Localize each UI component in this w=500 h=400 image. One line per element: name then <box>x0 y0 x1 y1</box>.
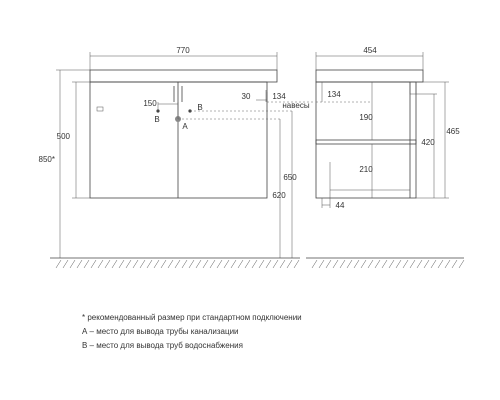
floor-hatch-mark <box>182 260 187 268</box>
side-shelf <box>316 140 416 144</box>
floor-hatch-mark <box>431 260 436 268</box>
floor-left <box>50 258 300 268</box>
floor-hatch-mark <box>333 260 338 268</box>
dim-44: 44 <box>335 201 345 210</box>
dim-465: 465 <box>446 127 460 136</box>
floor-hatch-mark <box>210 260 215 268</box>
floor-hatch-mark <box>105 260 110 268</box>
floor-hatch-mark <box>147 260 152 268</box>
floor-hatch-mark <box>77 260 82 268</box>
label-b-top: B <box>197 103 203 112</box>
floor-hatch-mark <box>238 260 243 268</box>
floor-hatch-mark <box>452 260 457 268</box>
front-view <box>39 46 313 258</box>
floor-hatch-mark <box>403 260 408 268</box>
floor-hatch-mark <box>287 260 292 268</box>
floor-hatch-mark <box>459 260 464 268</box>
side-view <box>316 46 460 210</box>
floor-right <box>306 258 464 268</box>
dim-side-134: 134 <box>327 90 341 99</box>
floor-hatch-mark <box>112 260 117 268</box>
floor-hatch-mark <box>154 260 159 268</box>
dim-front-width: 770 <box>176 46 190 55</box>
floor-hatch-mark <box>252 260 257 268</box>
front-marker-left <box>97 107 103 111</box>
floor-hatch-mark <box>63 260 68 268</box>
floor-hatch-mark <box>389 260 394 268</box>
dim-side-depth: 454 <box>363 46 377 55</box>
dim-front-height-total: 850* <box>38 155 55 164</box>
floor-hatch-mark <box>203 260 208 268</box>
floor-hatch-mark <box>266 260 271 268</box>
note-pipe-a: А – место для вывода трубы канализации <box>82 327 239 336</box>
front-cabinet-body <box>90 82 267 198</box>
floor-hatch-mark <box>410 260 415 268</box>
floor-hatch-mark <box>70 260 75 268</box>
floor-hatch-mark <box>319 260 324 268</box>
floor-hatch-mark <box>424 260 429 268</box>
floor-hatch-mark <box>56 260 61 268</box>
dim-pipe-offset: 150 <box>143 99 157 108</box>
side-countertop <box>316 70 423 82</box>
note-recommended-size: * рекомендованный размер при стандартном подключении <box>82 313 302 322</box>
floor-hatch-mark <box>168 260 173 268</box>
floor-hatch-mark <box>217 260 222 268</box>
floor-hatch-mark <box>273 260 278 268</box>
floor-hatch-mark <box>347 260 352 268</box>
floor-hatch-mark <box>231 260 236 268</box>
floor-hatch-mark <box>280 260 285 268</box>
dim-620: 620 <box>272 191 286 200</box>
floor-hatch-mark <box>161 260 166 268</box>
floor-hatch-mark <box>361 260 366 268</box>
floor-hatch-mark <box>368 260 373 268</box>
floor-hatch-mark <box>84 260 89 268</box>
label-hinges: навесы <box>282 101 310 110</box>
notes-block <box>82 311 482 353</box>
floor-hatch-mark <box>98 260 103 268</box>
floor-hatch-mark <box>396 260 401 268</box>
floor-hatch-mark <box>354 260 359 268</box>
floor-hatch-mark <box>382 260 387 268</box>
dim-210: 210 <box>359 165 373 174</box>
floor-hatch-mark <box>445 260 450 268</box>
dim-30: 30 <box>241 92 251 101</box>
floor-hatch-mark <box>294 260 299 268</box>
floor-hatch-mark <box>326 260 331 268</box>
label-b-left: B <box>154 115 160 124</box>
floor-hatch-mark <box>438 260 443 268</box>
floor-hatch-mark <box>224 260 229 268</box>
floor-hatch-mark <box>91 260 96 268</box>
floor-hatch-mark <box>133 260 138 268</box>
side-wall-mount <box>410 82 416 94</box>
floor-hatch-mark <box>189 260 194 268</box>
floor-hatch-mark <box>375 260 380 268</box>
dim-front-height-body: 500 <box>56 132 70 141</box>
floor-hatch-mark <box>196 260 201 268</box>
floor-hatch-mark <box>119 260 124 268</box>
floor-hatch-mark <box>417 260 422 268</box>
floor-hatch-mark <box>312 260 317 268</box>
front-countertop <box>90 70 277 82</box>
floor-hatch-mark <box>140 260 145 268</box>
floor-hatch-mark <box>175 260 180 268</box>
dim-front-134: 134 <box>272 92 286 101</box>
label-a: A <box>182 122 188 131</box>
dim-420: 420 <box>421 138 435 147</box>
floor-hatch-mark <box>340 260 345 268</box>
dim-190: 190 <box>359 113 373 122</box>
dim-650: 650 <box>283 173 297 182</box>
floor-hatch-mark <box>126 260 131 268</box>
floor-hatch-mark <box>245 260 250 268</box>
note-pipe-b: В – место для вывода труб водоснабжения <box>82 341 243 350</box>
floor-hatch-mark <box>259 260 264 268</box>
